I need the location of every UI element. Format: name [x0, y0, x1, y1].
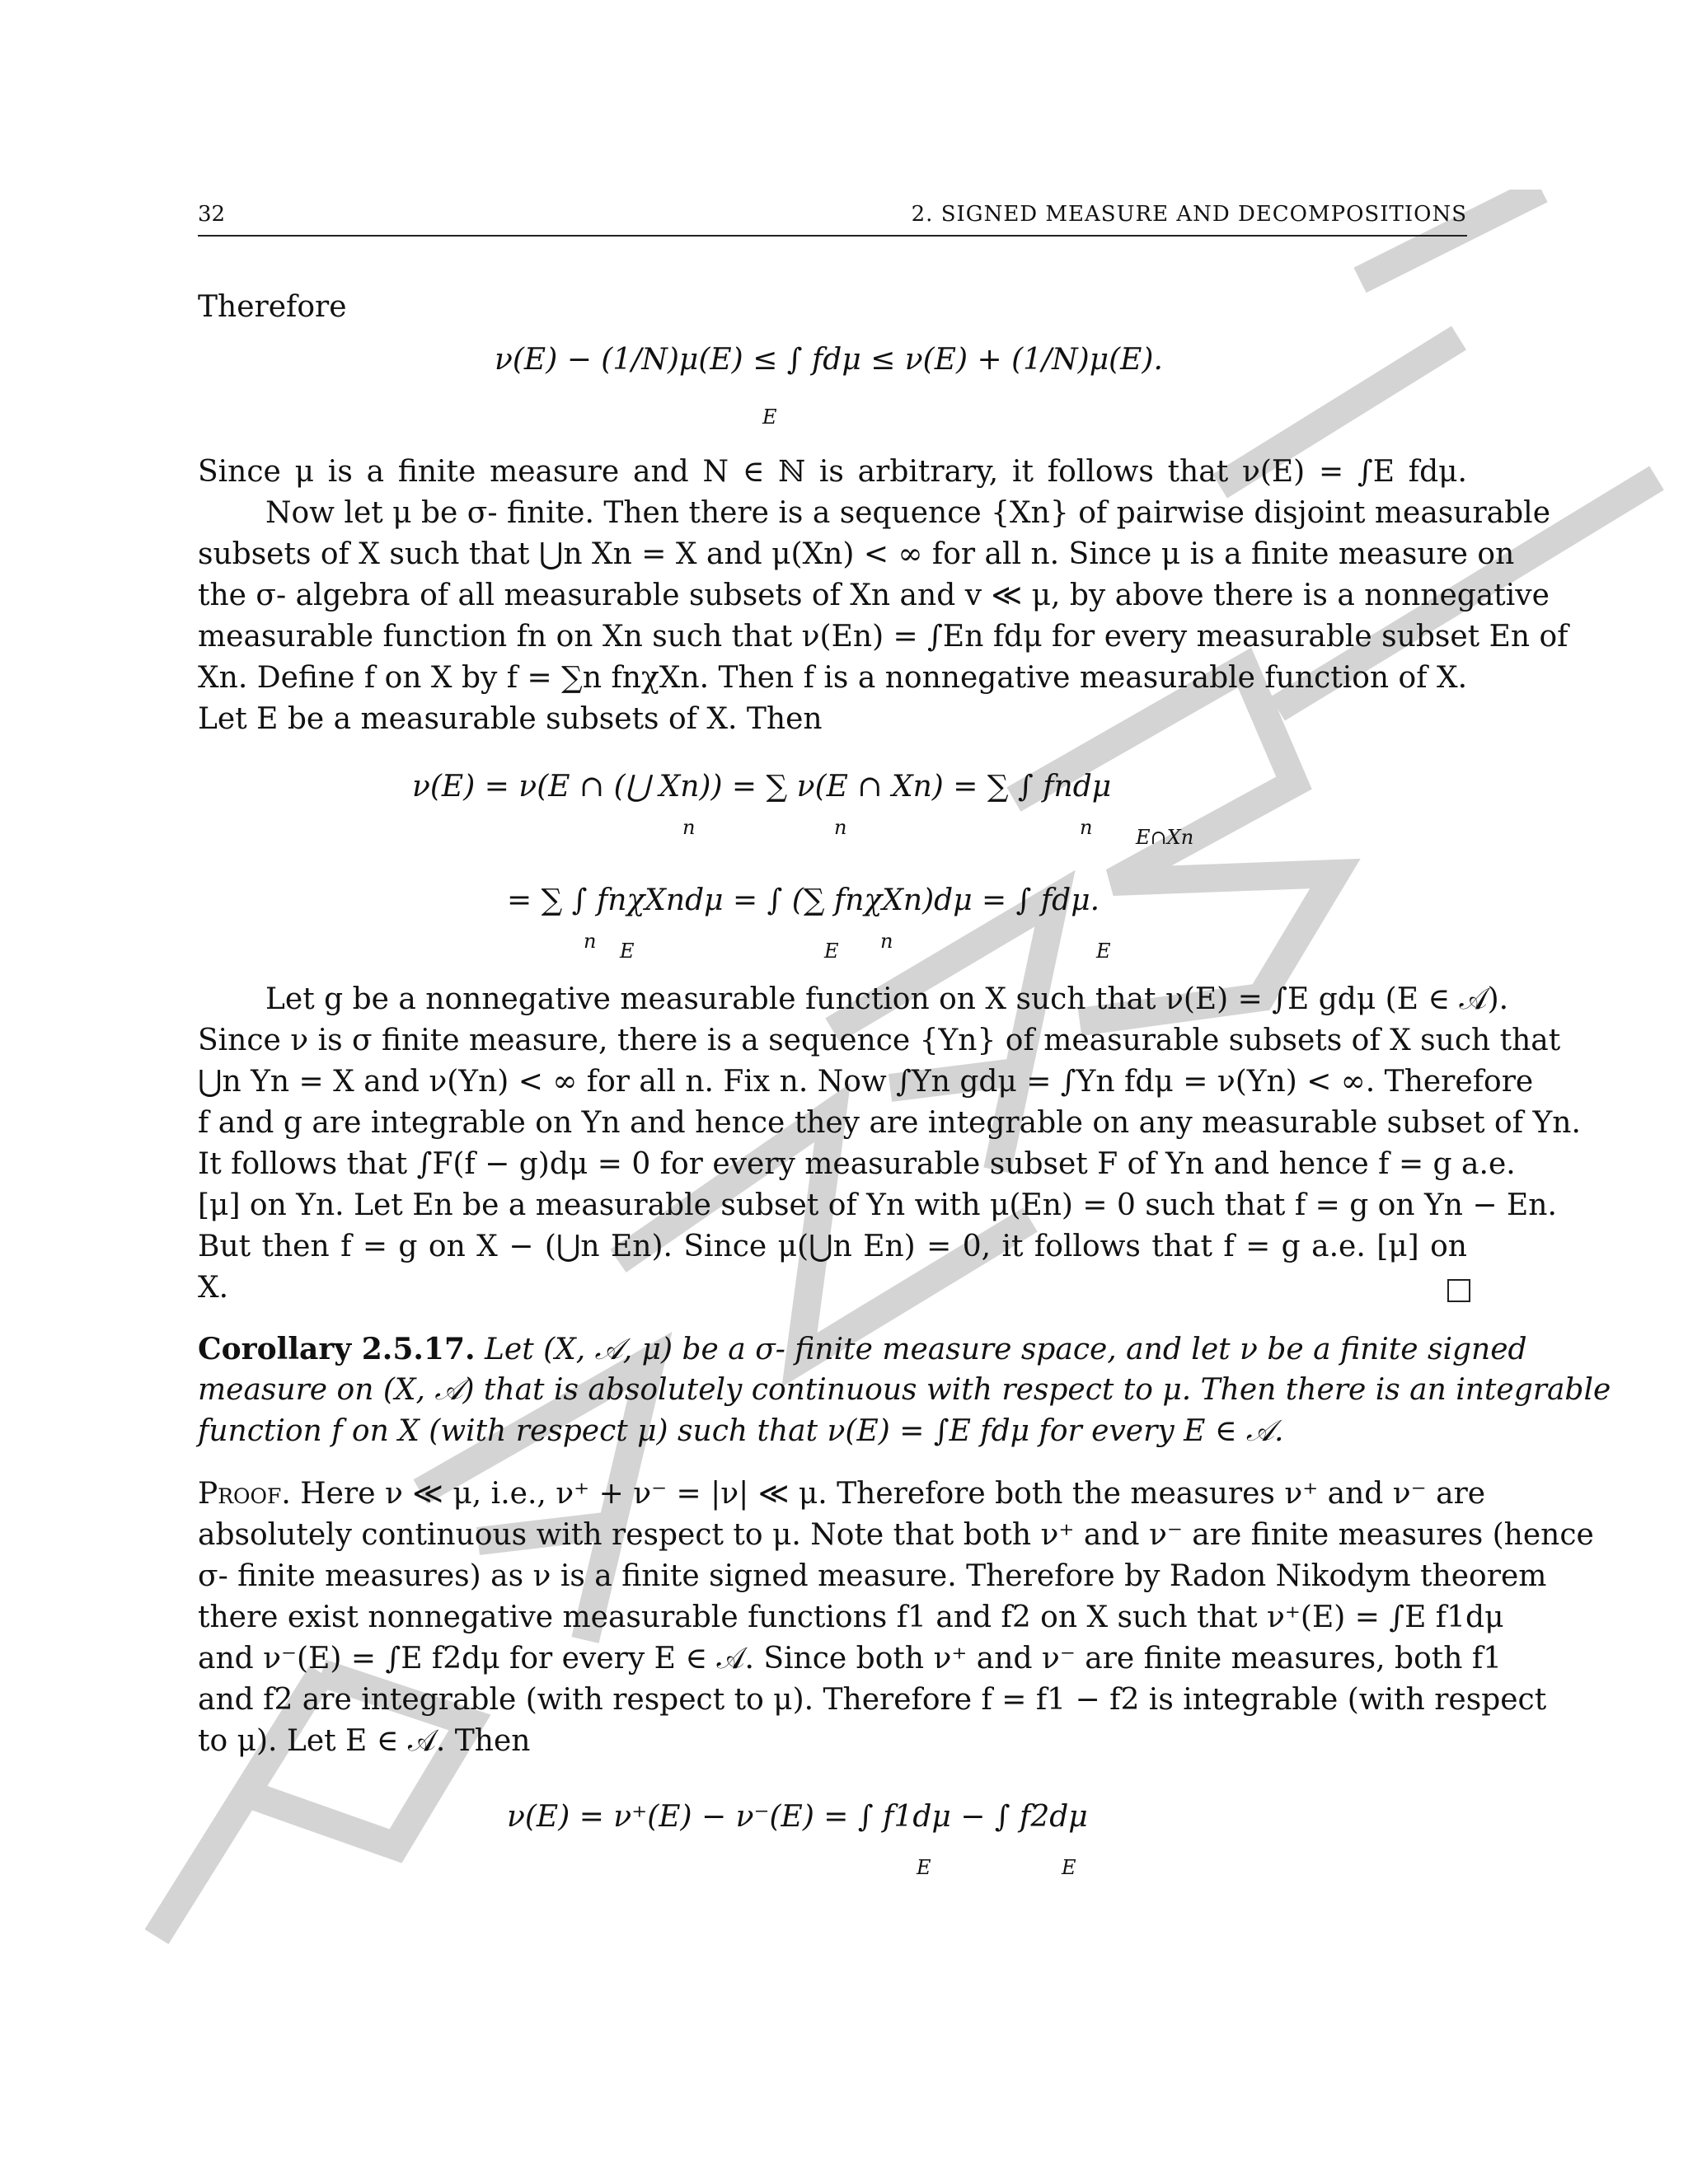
proof-line-2: absolutely continuous with respect to μ. Note that both ν⁺ and ν⁻ are finite measures (hence [198, 1518, 1594, 1552]
equation-2-line-2-sub-4: n [880, 930, 893, 953]
paragraph-3-line-8: X. [198, 1271, 229, 1305]
corollary-text-1: Let (X, 𝒜, μ) be a σ- finite measure space, and let ν be a finite signed [485, 1333, 1527, 1366]
proof-line-6: and f2 are integrable (with respect to μ). Therefore f = f1 − f2 is integrable (with respect [198, 1683, 1547, 1717]
equation-2-line-1: ν(E) = ν(E ∩ (⋃ Xn)) = ∑ ν(E ∩ Xn) = ∑ ∫ fndμ [412, 770, 1112, 804]
paragraph-2-line-4: measurable function fn on Xn such that ν(En) = ∫En fdμ for every measurable subset En of [198, 620, 1568, 654]
proof-line-4: there exist nonnegative measurable functions f1 and f2 on X such that ν⁺(E) = ∫E f1dμ [198, 1601, 1504, 1634]
corollary-line-1 [198, 1329, 1527, 1371]
paragraph-3-line-7: But then f = g on X − (⋃n En). Since μ(⋃n En) = 0, it follows that f = g a.e. [μ] on [198, 1230, 1467, 1263]
page-number: 32 [198, 202, 226, 227]
paragraph-3-line-1: Let g be a nonnegative measurable function on X such that ν(E) = ∫E gdμ (E ∈ 𝒜). [265, 982, 1509, 1016]
proof-label: Proof. [198, 1477, 291, 1511]
qed-symbol [1447, 1279, 1470, 1302]
paragraph-2-line-5: Xn. Define f on X by f = ∑n fnχXn. Then f is a nonnegative measurable function of X. [198, 661, 1468, 695]
equation-2-line-1-sub-2: n [834, 816, 847, 839]
paragraph-1: Since μ is a finite measure and N ∈ ℕ is arbitrary, it follows that ν(E) = ∫E fdμ. [198, 455, 1467, 489]
equation-2-line-1-sub-3: n [1080, 816, 1093, 839]
paragraph-2-line-1: Now let μ be σ- finite. Then there is a sequence {Xn} of pairwise disjoint measurable [265, 496, 1551, 530]
therefore-label: Therefore [198, 290, 347, 324]
equation-3-sub-1: E [917, 1856, 931, 1879]
equation-2-line-2-sub-5: E [1096, 940, 1111, 963]
equation-2-line-1-sub-4: E∩Xn [1136, 826, 1194, 849]
paragraph-3-line-2: Since ν is σ finite measure, there is a sequence {Yn} of measurable subsets of X such that [198, 1024, 1561, 1057]
corollary-line-2: measure on (X, 𝒜) that is absolutely continuous with respect to μ. Then there is an integrable [198, 1373, 1611, 1407]
equation-2-line-1-sub-1: n [682, 816, 696, 839]
chapter-title: 2. SIGNED MEASURE AND DECOMPOSITIONS [911, 202, 1467, 227]
paragraph-3-line-3: ⋃n Yn = X and ν(Yn) < ∞ for all n. Fix n. Now ∫Yn gdμ = ∫Yn fdμ = ν(Yn) < ∞. Therefore [198, 1065, 1534, 1099]
proof-text-1: Here ν ≪ μ, i.e., ν⁺ + ν⁻ = |ν| ≪ μ. Therefore both the measures ν⁺ and ν⁻ are [300, 1477, 1486, 1511]
corollary-label: Corollary 2.5.17. [198, 1332, 476, 1366]
equation-1-subscript: E [762, 405, 777, 429]
paragraph-3-line-6: [μ] on Yn. Let En be a measurable subset of Yn with μ(En) = 0 such that f = g on Yn − En. [198, 1188, 1557, 1222]
paragraph-2-line-6: Let E be a measurable subsets of X. Then [198, 702, 823, 736]
proof-line-3: σ- finite measures) as ν is a finite signed measure. Therefore by Radon Nikodym theorem [198, 1559, 1547, 1593]
running-head [198, 202, 1467, 237]
proof-line-7: to μ). Let E ∈ 𝒜. Then [198, 1724, 531, 1758]
paragraph-2-line-3: the σ- algebra of all measurable subsets of Xn and v ≪ μ, by above there is a nonnegative [198, 579, 1550, 612]
equation-3-sub-2: E [1062, 1856, 1076, 1879]
equation-2-line-2-sub-3: E [824, 940, 839, 963]
paragraph-3-line-5: It follows that ∫F(f − g)dμ = 0 for every measurable subset F of Yn and hence f = g a.e. [198, 1147, 1516, 1181]
equation-2-line-2: = ∑ ∫ fnχXndμ = ∫ (∑ fnχXn)dμ = ∫ fdμ. [507, 883, 1100, 917]
paragraph-2-line-2: subsets of X such that ⋃n Xn = X and μ(Xn) < ∞ for all n. Since μ is a finite measure on [198, 537, 1515, 571]
equation-2-line-2-sub-2: E [620, 940, 635, 963]
proof-line-1 [198, 1474, 1486, 1515]
equation-1: ν(E) − (1/N)μ(E) ≤ ∫ fdμ ≤ ν(E) + (1/N)μ(E). [495, 343, 1163, 377]
corollary-line-3: function f on X (with respect μ) such that ν(E) = ∫E fdμ for every E ∈ 𝒜. [198, 1414, 1284, 1448]
equation-3: ν(E) = ν⁺(E) − ν⁻(E) = ∫ f1dμ − ∫ f2dμ [507, 1800, 1088, 1834]
proof-line-5: and ν⁻(E) = ∫E f2dμ for every E ∈ 𝒜. Since both ν⁺ and ν⁻ are finite measures, both f1 [198, 1642, 1503, 1675]
paragraph-3-line-4: f and g are integrable on Yn and hence they are integrable on any measurable subset of Yn. [198, 1106, 1581, 1140]
equation-2-line-2-sub-1: n [584, 930, 597, 953]
